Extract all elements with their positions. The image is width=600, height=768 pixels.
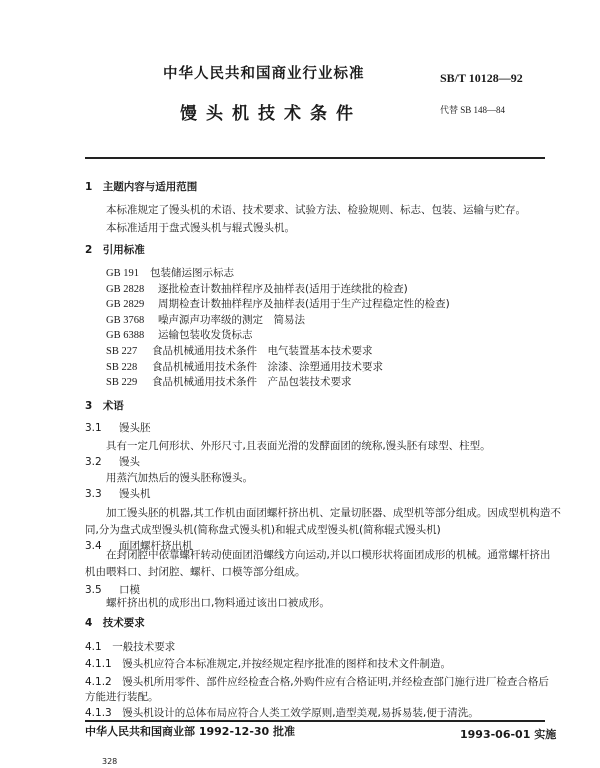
term-definition: 用蒸汽加热后的馒头胚称馒头。 bbox=[106, 472, 253, 484]
reference-title: 食品机械通用技术条件 电气装置基本技术要求 bbox=[152, 345, 373, 357]
reference-item bbox=[106, 267, 234, 280]
term-definition: 加工馒头胚的机器,其工作机由面团螺杆挤出机、定量切胚器、成型机等部分组成。因成型机构造不 bbox=[106, 507, 561, 519]
replaces-note: 代替 SB 148—84 bbox=[440, 105, 506, 115]
term-definition: 机由喂料口、封闭腔、螺杆、口模等部分组成。 bbox=[85, 566, 306, 578]
clause: 4.1.3 馒头机设计的总体布局应符合人类工效学原则,造型美观,易拆易装,便于清洗。 bbox=[85, 707, 479, 719]
reference-title: 包装储运图示标志 bbox=[150, 267, 234, 279]
reference-item bbox=[106, 314, 305, 327]
section-1-heading: 1 主题内容与适用范围 bbox=[85, 181, 198, 193]
clause: 方能进行装配。 bbox=[85, 691, 159, 703]
clause: 4.1.1 馒头机应符合本标准规定,并按经规定程序批准的图样和技术文件制造。 bbox=[85, 658, 452, 670]
paragraph: 本标准规定了馒头机的术语、技术要求、试验方法、检验规则、标志、包装、运输与贮存。 bbox=[106, 204, 526, 216]
reference-title: 运输包装收发货标志 bbox=[158, 329, 253, 342]
term-number: 3.2 bbox=[85, 456, 102, 468]
term-name: 面团螺杆挤出机 bbox=[119, 540, 193, 552]
reference-item bbox=[106, 283, 408, 296]
reference-title: 食品机械通用技术条件 涂漆、涂塑通用技术要求 bbox=[152, 360, 383, 373]
subsection-heading: 4.1 一般技术要求 bbox=[85, 641, 176, 653]
paragraph: 本标准适用于盘式馒头机与辊式馒头机。 bbox=[106, 222, 295, 234]
term-definition: 在封闭腔中依靠螺杆转动使面团沿螺线方向运动,并以口模形状将面团成形的机械。通常螺杆挤出 bbox=[106, 549, 551, 561]
term-definition: 同,分为盘式成型馒头机(简称盘式馒头机)和辊式成型馒头机(简称辊式馒头机) bbox=[85, 524, 441, 536]
section-2-heading: 2 引用标准 bbox=[85, 244, 145, 256]
reference-code: GB 2828 bbox=[106, 283, 145, 295]
approval-note: 中华人民共和国商业部 1992-12-30 批准 bbox=[85, 725, 296, 738]
term-name: 口模 bbox=[119, 584, 140, 596]
org-standard-title: 中华人民共和国商业行业标准 bbox=[163, 66, 365, 82]
reference-title: 逐批检查计数抽样程序及抽样表(适用于连续批的检查) bbox=[158, 282, 408, 295]
reference-item bbox=[106, 376, 352, 389]
reference-code: GB 191 bbox=[106, 268, 139, 279]
term-number: 3.3 bbox=[85, 488, 102, 500]
reference-item bbox=[106, 345, 373, 358]
reference-item bbox=[106, 298, 450, 311]
term-heading bbox=[85, 584, 140, 597]
term-number: 3.5 bbox=[85, 584, 102, 596]
term-name: 馒头 bbox=[119, 456, 140, 468]
page-number: 328 bbox=[102, 757, 118, 766]
term-definition: 螺杆挤出机的成形出口,物料通过该出口被成形。 bbox=[106, 597, 330, 609]
term-number: 3.4 bbox=[85, 540, 102, 552]
reference-title: 食品机械通用技术条件 产品包装技术要求 bbox=[152, 376, 352, 389]
footer-divider bbox=[85, 720, 545, 722]
effective-date: 1993-06-01 实施 bbox=[460, 728, 557, 741]
reference-code: GB 3768 bbox=[106, 314, 145, 326]
reference-code: GB 6388 bbox=[106, 330, 145, 342]
header-divider bbox=[85, 157, 545, 159]
reference-title: 周期检查计数抽样程序及抽样表(适用于生产过程稳定性的检查) bbox=[158, 298, 450, 311]
reference-title: 噪声源声功率级的测定 简易法 bbox=[158, 313, 305, 326]
reference-code: SB 229 bbox=[106, 377, 138, 389]
reference-item bbox=[106, 329, 253, 342]
reference-code: SB 227 bbox=[106, 346, 138, 357]
term-name: 馒头胚 bbox=[119, 422, 151, 434]
term-heading bbox=[85, 456, 140, 469]
term-heading bbox=[85, 422, 151, 435]
reference-code: GB 2829 bbox=[106, 299, 145, 311]
term-definition: 具有一定几何形状、外形尺寸,且表面光滑的发酵面团的统称,馒头胚有球型、柱型。 bbox=[106, 440, 491, 452]
clause: 4.1.2 馒头机所用零件、部件应经检查合格,外购件应有合格证明,并经检查部门施行进厂检查合格后 bbox=[85, 676, 549, 688]
reference-code: SB 228 bbox=[106, 361, 138, 373]
term-heading bbox=[85, 488, 151, 501]
reference-item bbox=[106, 361, 383, 374]
section-4-heading: 4 技术要求 bbox=[85, 617, 145, 629]
section-3-heading: 3 术语 bbox=[85, 400, 124, 412]
term-name: 馒头机 bbox=[119, 488, 151, 500]
term-number: 3.1 bbox=[85, 422, 102, 434]
document-title: 馒头机技术条件 bbox=[180, 104, 362, 124]
standard-code: SB/T 10128—92 bbox=[440, 71, 523, 85]
